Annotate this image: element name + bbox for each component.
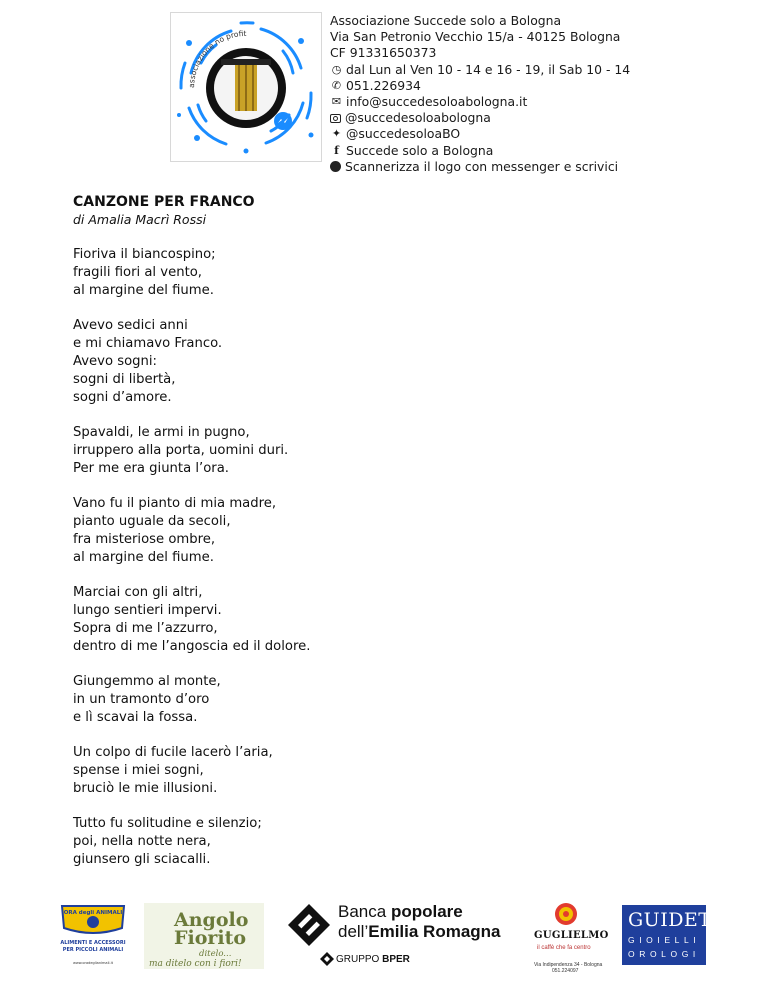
facebook-link[interactable]: f Succede solo a Bologna xyxy=(330,143,760,159)
poem-stanza xyxy=(73,246,693,300)
poem-line: Marciai con gli altri, xyxy=(73,585,203,600)
poem-line: Fioriva il biancospino; xyxy=(73,247,216,262)
angolo-fiorito-word1: Angolo xyxy=(174,909,249,931)
poem-line: Spavaldi, le armi in pugno, xyxy=(73,425,250,440)
poem-line: al margine del fiume. xyxy=(73,283,214,298)
guidetti-line2: GIOIELLI xyxy=(628,935,701,945)
association-address: Via San Petronio Vecchio 15/a - 40125 Bologna xyxy=(330,29,621,45)
association-name: Associazione Succede solo a Bologna xyxy=(330,13,562,28)
banca-popolare-logo xyxy=(286,900,516,972)
guidetti-logo xyxy=(622,905,734,965)
poem-stanza xyxy=(73,584,693,656)
bank-name-line2: dell’Emilia Romagna xyxy=(338,922,501,941)
association-contact-info xyxy=(330,13,760,175)
phone-number[interactable]: ✆ 051.226934 xyxy=(331,77,421,93)
poem-stanza xyxy=(73,317,693,407)
angolo-fiorito-logo xyxy=(144,903,264,969)
opening-hours: ◷ dal Lun al Ven 10 - 14 e 16 - 19, il Sab 10 - 14 xyxy=(331,61,631,77)
bank-group: GRUPPO BPER xyxy=(336,954,410,965)
poem-author: di Amalia Macrì Rossi xyxy=(73,212,207,227)
poem-line: sogni di libertà, xyxy=(73,372,176,387)
email-link[interactable]: ✉ info@succedesoloabologna.it xyxy=(331,94,528,110)
poem-line: sogni d’amore. xyxy=(73,390,172,405)
poem-title: CANZONE PER FRANCO xyxy=(73,194,255,210)
poem-line: Vano fu il pianto di mia madre, xyxy=(73,496,277,511)
guglielmo-address: Via Indipendenza 34 - Bologna 051.224097 xyxy=(534,962,603,974)
poem-stanza xyxy=(73,424,693,478)
poem-line: fragili fiori al vento, xyxy=(73,265,202,280)
poem-line: al margine del fiume. xyxy=(73,550,214,565)
logo-ring-text: associazione no profit xyxy=(186,28,247,89)
poem-line: poi, nella notte nera, xyxy=(73,834,211,849)
instagram-link[interactable]: @succedesoloabologna xyxy=(330,110,760,126)
twitter-link[interactable]: ✦ @succedesoloaBO xyxy=(331,126,461,142)
poem-line: e lì scavai la fossa. xyxy=(73,710,198,725)
poem-line: Per me era giunta l’ora. xyxy=(73,461,229,476)
guglielmo-tagline: il caffè che fa centro xyxy=(537,945,591,951)
poem-line: Avevo sogni: xyxy=(73,354,158,369)
ora-animali-logo xyxy=(54,898,132,968)
poem-line: spense i miei sogni, xyxy=(73,763,204,778)
twitter-icon: ✦ xyxy=(331,127,342,141)
angolo-fiorito-tag1: ditelo... xyxy=(199,949,232,959)
poem-line: fra misteriose ombre, xyxy=(73,532,216,547)
bank-mark-icon xyxy=(286,902,332,948)
guidetti-line3: OROLOGI xyxy=(628,949,700,959)
scan-code-graphic xyxy=(171,13,321,161)
guglielmo-name: GUGLIELMO xyxy=(534,930,609,941)
ora-animali-url: www.oradeglianimali.it xyxy=(73,961,113,965)
ora-animali-line2: PER PICCOLI ANIMALI xyxy=(62,947,124,953)
poem-line: pianto uguale da secoli, xyxy=(73,514,231,529)
poem-stanza xyxy=(73,744,693,798)
poem-line: giunsero gli sciacalli. xyxy=(73,852,211,867)
facebook-icon: f xyxy=(334,143,339,157)
poem xyxy=(73,193,693,886)
poem-line: e mi chiamavo Franco. xyxy=(73,336,223,351)
sponsor-logos xyxy=(0,890,768,980)
messenger-icon xyxy=(330,161,341,172)
angolo-fiorito-tag2: ma ditelo con i fiori! xyxy=(149,959,242,969)
poem-line: dentro di me l’angoscia ed il dolore. xyxy=(73,639,311,654)
poem-line: Un colpo di fucile lacerò l’aria, xyxy=(73,745,273,760)
poem-line: Giungemmo al monte, xyxy=(73,674,221,689)
association-cf: CF 91331650373 xyxy=(330,45,437,61)
poem-line: lungo sentieri impervi. xyxy=(73,603,222,618)
poem-line: Sopra di me l’azzurro, xyxy=(73,621,218,636)
poem-line: bruciò le mie illusioni. xyxy=(73,781,218,796)
phone-icon: ✆ xyxy=(331,78,342,92)
poem-line: in un tramonto d’oro xyxy=(73,692,210,707)
bper-mark-icon xyxy=(320,952,334,966)
angolo-fiorito-word2: Fiorito xyxy=(174,927,247,949)
mail-icon: ✉ xyxy=(331,95,342,109)
poem-stanza xyxy=(73,673,693,727)
target-cup-icon xyxy=(554,902,578,926)
poem-stanza xyxy=(73,815,693,869)
ora-animali-title: ORA degli ANIMALI xyxy=(63,910,123,916)
poem-line: irruppero alla porta, uomini duri. xyxy=(73,443,289,458)
messenger-instruction: Scannerizza il logo con messenger e scrivici xyxy=(330,159,760,175)
poem-line: Avevo sedici anni xyxy=(73,318,188,333)
instagram-icon xyxy=(330,114,341,123)
guglielmo-logo xyxy=(532,900,609,974)
clock-icon: ◷ xyxy=(331,62,342,76)
poem-stanza xyxy=(73,495,693,567)
guidetti-name: GUIDETTI xyxy=(628,909,734,931)
ora-animali-line1: ALIMENTI E ACCESSORI xyxy=(60,940,126,946)
bank-name-line1: Banca popolare xyxy=(338,902,463,921)
messenger-scan-logo xyxy=(170,12,322,162)
poem-line: Tutto fu solitudine e silenzio; xyxy=(73,816,262,831)
